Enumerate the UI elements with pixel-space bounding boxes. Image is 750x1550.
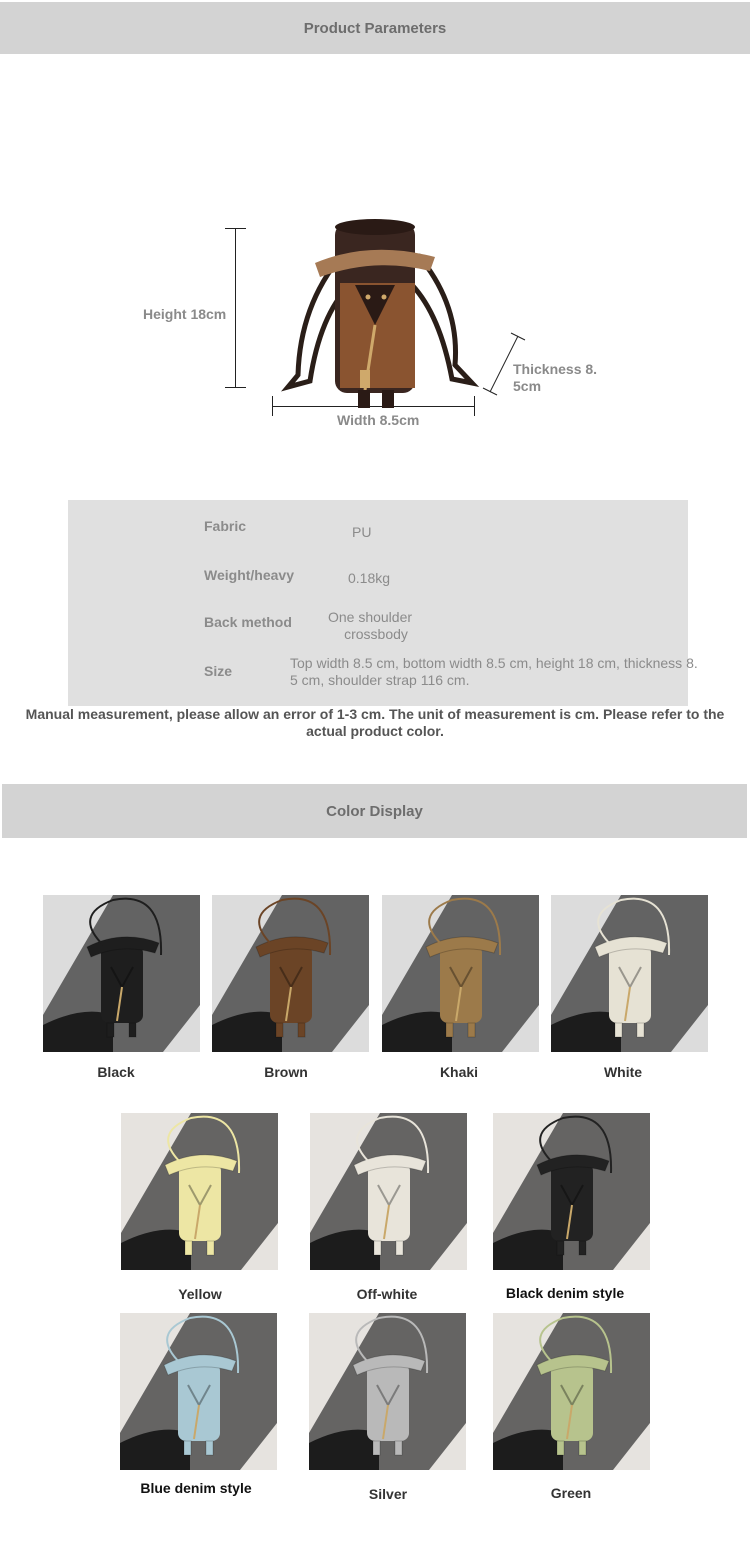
back-method-line2: crossbody (344, 626, 408, 642)
swatch-photo (493, 1313, 650, 1470)
parameters-table (68, 500, 698, 706)
color-caption-khaki: Khaki (439, 1064, 479, 1080)
color-caption-off-white: Off-white (356, 1286, 418, 1302)
thickness-label (513, 361, 597, 395)
param-value-fabric: PU (352, 524, 372, 540)
width-label: Width 8.5cm (337, 412, 420, 428)
color-swatch-silver[interactable] (309, 1313, 466, 1470)
product-hero-image (280, 215, 480, 415)
color-swatch-black[interactable] (43, 895, 200, 1052)
note-line1: Manual measurement, please allow an error of 1-3 cm. The unit of measurement is cm. Please refer to the (25, 706, 725, 722)
height-bottom-tick (225, 387, 246, 388)
color-swatch-yellow[interactable] (121, 1113, 278, 1270)
param-label-fabric: Fabric (204, 518, 247, 534)
swatch-photo (212, 895, 369, 1052)
color-display-banner (2, 784, 747, 838)
color-caption-silver: Silver (368, 1486, 408, 1502)
color-swatch-white[interactable] (551, 895, 708, 1052)
note-line2: actual product color. (306, 723, 444, 739)
swatch-photo (310, 1113, 467, 1270)
color-caption-white: White (603, 1064, 643, 1080)
param-value-back-method (323, 609, 417, 643)
height-label: Height 18cm (143, 306, 227, 322)
swatch-photo (43, 895, 200, 1052)
param-label-back-method: Back method (204, 614, 292, 630)
color-swatch-green[interactable] (493, 1313, 650, 1470)
color-swatch-brown[interactable] (212, 895, 369, 1052)
color-caption-yellow: Yellow (178, 1286, 222, 1302)
color-caption-brown: Brown (264, 1064, 308, 1080)
color-caption-green: Green (550, 1485, 592, 1501)
color-display-title: Color Display (326, 802, 423, 820)
param-label-weight: Weight/heavy (204, 567, 294, 583)
swatch-photo (493, 1113, 650, 1270)
size-line1: Top width 8.5 cm, bottom width 8.5 cm, height 18 cm, thickness 8. (290, 655, 698, 671)
swatch-photo (120, 1313, 277, 1470)
height-top-tick (225, 228, 246, 229)
swatch-photo (382, 895, 539, 1052)
color-swatch-khaki[interactable] (382, 895, 539, 1052)
swatch-photo (551, 895, 708, 1052)
size-line2: 5 cm, shoulder strap 116 cm. (290, 672, 470, 688)
color-caption-black: Black (97, 1064, 135, 1080)
product-parameters-title: Product Parameters (303, 19, 447, 37)
param-value-weight: 0.18kg (348, 570, 391, 586)
color-swatch-off-white[interactable] (310, 1113, 467, 1270)
color-caption-blue-denim-style: Blue denim style (140, 1480, 252, 1496)
thickness-label-line1: Thickness 8. (513, 361, 598, 377)
swatch-photo (309, 1313, 466, 1470)
swatch-photo (121, 1113, 278, 1270)
width-left-tick (272, 396, 273, 416)
param-value-size (290, 655, 750, 689)
color-swatch-black-denim-style[interactable] (493, 1113, 650, 1270)
height-dimension-line (235, 228, 236, 388)
color-caption-black-denim-style: Black denim style (505, 1285, 625, 1301)
measurement-note (10, 706, 740, 740)
param-label-size: Size (204, 663, 233, 679)
color-swatch-blue-denim-style[interactable] (120, 1313, 277, 1470)
thickness-label-line2: 5cm (513, 378, 542, 394)
back-method-line1: One shoulder (327, 609, 413, 625)
product-parameters-banner (0, 2, 750, 54)
